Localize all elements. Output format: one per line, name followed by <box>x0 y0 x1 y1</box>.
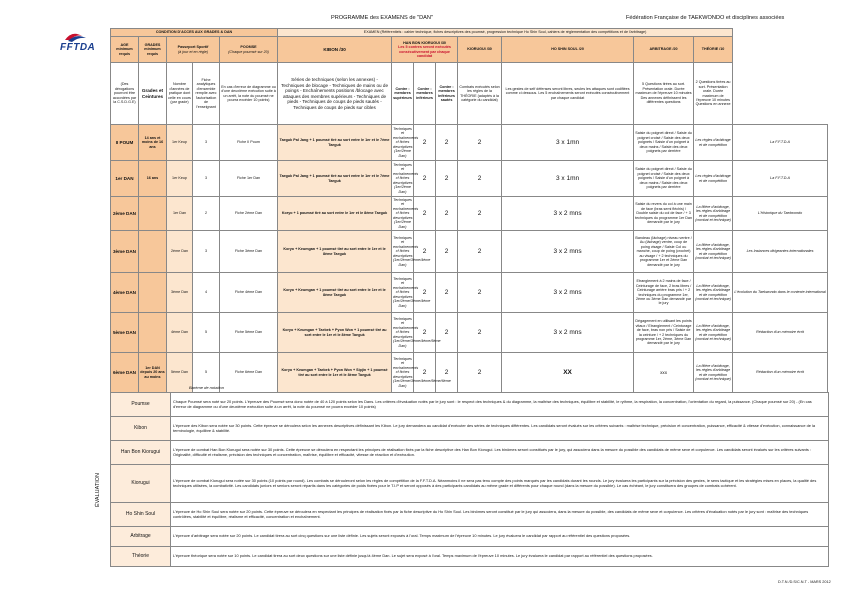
kiorugui-cell: 3 x 2 mns <box>502 231 634 273</box>
eval-row <box>111 417 829 441</box>
eval-key: Kiorugui <box>111 465 171 503</box>
req-cell: 4ème Dan <box>167 313 193 353</box>
criteria-hb1: Contre : membres supérieurs <box>392 63 414 125</box>
hb2-cell: 2 <box>436 231 458 273</box>
grade-label: 3ème DAN <box>111 231 139 273</box>
hb2-cell: 2 <box>436 125 458 161</box>
poomse-cell: Koryo + Keumgan + Taebek + Pyon Won + 1 poumsé tiré au sort entre le 1er et le 8ème Taeguk <box>278 313 392 353</box>
examen-header: EXAMEN (Référentiels : cahier technique, fiches descriptives des poumsé, progression technique Ho Shin Soul, cahiers de réglementation des compétitions et de l'arbitrage) <box>278 29 733 37</box>
hb1-cell: 2 <box>414 231 436 273</box>
poomse-cell: Taeguk Pal Jang + 1 poumsé tiré au sort entre le 1er et le 7ème Taeguk <box>278 125 392 161</box>
req-cell: 5ème Dan <box>167 353 193 393</box>
criteria-hoshin: Les gestes de self défenses seront libres, seules les attaques sont codifiées comme ci dessous. Les 5 enchaînements seront exécutés consécutivement par chaque candidat <box>502 63 634 125</box>
age-cell <box>139 273 167 313</box>
hb3-cell: 2 <box>458 313 502 353</box>
hb2-cell: 2 <box>436 353 458 393</box>
kiorugui-cell: 3 x 2 mns <box>502 273 634 313</box>
theorie-cell: Les Instances dirigeantes internationales <box>733 231 828 273</box>
kiorugui-cell: 3 x 2 mns <box>502 313 634 353</box>
fiche-cell: Fiche 3ème Dan <box>220 231 278 273</box>
hoshin-cell: Saisie du poignet direct / Saisie du poignet croisé / Saisie des deux poignets / Saisie d'un poignet à deux mains / Saisie des deux poignets par derrière <box>634 161 694 197</box>
eval-row <box>111 527 829 547</box>
criteria-kiorugui: Combats exécutés selon les règles de la THÉORIE (adaptés à la catégorie du candidat) <box>458 63 502 125</box>
hb3-cell: 2 <box>458 161 502 197</box>
age-cell: 14 ans et moins de 16 ans <box>139 125 167 161</box>
table-row <box>111 273 828 313</box>
hb1-cell: 2 <box>414 313 436 353</box>
table-row <box>111 125 828 161</box>
kiorugui-header: KIORUGUI /30 <box>458 37 502 63</box>
poomse-cell: Koryo + Keumgan + Taebek + Pyon Won + Sipjin + 1 poumsé tiré au sort entre le 1er et le 8ème Taeguk <box>278 353 392 393</box>
eval-row <box>111 441 829 465</box>
fiche-cell: Fiche 2ème Dan <box>220 197 278 231</box>
req-cell: 3ème Dan <box>167 273 193 313</box>
arbitrage-cell: La filière d'arbitrage, les règles d'arbitrage et de compétition (combat et technique) <box>694 353 733 393</box>
age-cell <box>139 313 167 353</box>
age-cell <box>139 197 167 231</box>
years-cell: 3 <box>193 231 220 273</box>
eval-row <box>111 393 829 417</box>
hanbon-label: HAN BON KIORUGUI /30 <box>403 40 446 45</box>
grade-label: 2ème DAN <box>111 197 139 231</box>
arbitrage-cell: Les règles d'arbitrage et de compétition <box>694 125 733 161</box>
arbitrage-cell: Les règles d'arbitrage et de compétition <box>694 161 733 197</box>
kibon-cell: Techniques et enchaînements cf fiches descriptives (1er/2ème/3ème/4ème Dan) <box>392 231 414 273</box>
eval-text: L'épreuve de Ho Shin Soul sera notée sur 20 points. Cette épreuve se déroulera en respectant les principes de réalisation fixés par la fiche descriptive du Ho Shin Soul. Les binômes seront constitué par le jury qui associera, dans la mesure du possible, des candidats de même sexe et corpulence. Les critères d'évaluation notés par le jury sont : maîtrise des techniques contrôlées, stabilité et équilibre, réalisme et efficacité, concentration et enchaînement. <box>171 503 829 527</box>
hb3-cell: 2 <box>458 231 502 273</box>
years-cell: 3 <box>193 161 220 197</box>
theorie-cell: Rédaction d'un mémoire écrit <box>733 313 828 353</box>
arbitrage-cell: La filière d'arbitrage, les règles d'arbitrage et de compétition (combat et technique) <box>694 231 733 273</box>
theorie-cell: L'évolution du Taekwondo dans le contexte international <box>733 273 828 313</box>
fiche-cell: Fiche 1er Dan <box>220 161 278 197</box>
logo-text: FFTDA <box>60 42 96 53</box>
kibon-header: KIBON /30 <box>278 37 392 63</box>
hanbon-sub: Les 5 contres seront exécutés consécutivement par chaque candidat <box>398 45 451 58</box>
years-cell: 4 <box>193 273 220 313</box>
poomse-sub: (Chaque poumsé sur 20) <box>228 49 269 54</box>
hb3-cell: 2 <box>458 125 502 161</box>
eval-key: Théorie <box>111 547 171 567</box>
theorie-header: THÉORIE /10 <box>694 37 733 63</box>
years-cell: 5 <box>193 313 220 353</box>
criteria-age: (Des dérogations pourront être accordées par la C.S.D.G.E) <box>111 63 139 125</box>
kibon-cell: Techniques et enchaînements cf fiches descriptives (1er/2ème Dan) <box>392 161 414 197</box>
kibon-cell: Techniques et enchaînements cf fiches descriptives (1er/2ème/3ème/4ème/5ème/6ème Dan) <box>392 353 414 393</box>
condition-header: CONDITION D'ACCES AUX GRADES & DAN <box>111 29 278 37</box>
poomse-cell: Koryo + Keumgan + 1 poumsé tiré au sort entre le 1er et le 8ème Taeguk <box>278 273 392 313</box>
years-cell: 3 <box>193 125 220 161</box>
eval-key: Poumse <box>111 393 171 417</box>
grade-label: II POUM <box>111 125 139 161</box>
arbitrage-cell: La filière d'arbitrage, les règles d'arbitrage et de compétition (combat et technique) <box>694 273 733 313</box>
poomse-cell: Taeguk Pal Jang + 1 poumsé tiré au sort entre le 1er et le 7ème Taeguk <box>278 161 392 197</box>
hb1-cell: 2 <box>414 273 436 313</box>
evaluation-side-label <box>86 400 110 580</box>
criteria-fiche: Fiche analytiques d'ensemble remplie avec l'autorisation de l'enseignant <box>193 63 220 125</box>
hb1-cell: 2 <box>414 161 436 197</box>
poomse-cell: Koryo + 1 poumsé tiré au sort entre le 1er et le 8ème Taeguk <box>278 197 392 231</box>
criteria-years: Nombre d'années de pratique dont celle en cours (par grade) <box>167 63 193 125</box>
eval-text: L'épreuve de combat Kiorugui sera notée sur 30 points (10 points par round). Les combats se dérouleront selon les règles de compétition de la F.F.T.D.A. Néanmoins il ne sera pas tenu compte des points marqués par les candidats durant les rounds. Le jury évaluera les participants sur la précision des gestes, le sens tactique et les stratégies mises en places, la qualité des techniques utilisées, la combativité. Les candidats juniors et seniors seront répartis dans les catégories de poids fixées pour le T.I.P et seront opposés à des participants candidats au même grade et différents pour chaque round (dans la mesure du possible). Le cas échéant, le jury constituera des groupes de combats cohérent. <box>171 465 829 503</box>
grade-label: 1er DAN <box>111 161 139 197</box>
page-title: PROGRAMME des EXAMENS de "DAN" <box>331 15 433 21</box>
kibon-cell: Techniques et enchaînements cf fiches descriptives (1er/2ème Dan) <box>392 125 414 161</box>
hoshin-cell: Etranglement à 2 mains de face / Ceinturage de face, 2 bras libres / Ceinturage arrière bras pris / + 2 techniques du programme 1er, 2ème ou 3ème Dan demandé par le jury <box>634 273 694 313</box>
evaluation-label: ÉVALUATION <box>95 472 101 508</box>
hoshin-cell: Saisie du poignet direct / Saisie du poignet croisé / Saisie des deux poignets / Saisie d'un poignet à deux mains / Saisie des deux poignets par derrière <box>634 125 694 161</box>
arbitrage-cell: La filière d'arbitrage, les règles d'arbitrage et de compétition (combat et technique) <box>694 313 733 353</box>
table-row <box>111 161 828 197</box>
table-row <box>111 313 828 353</box>
req-cell: 1er Keup <box>167 125 193 161</box>
federation-name: Fédération Française de TAEKWONDO et disciplines associées <box>626 15 785 21</box>
eval-key: Kibon <box>111 417 171 441</box>
eval-text: L'épreuve de combat Han Bon Kiorugui sera notée sur 30 points. Cette épreuve se déroulera en respectant les principes de réalisation fixés par la fiche descriptive des Han Bon Kiorugui. Les binômes seront constitués par le jury, qui associera dans la mesure du possible des candidats de même sexe et corpulence. Les candidats seront évalués sur les critères suivants : Originalité, difficulté et réalisme, précision des techniques et concentration, maîtrise, équilibre et efficacité, vitesse de réaction et d'exécution. <box>171 441 829 465</box>
age-cell: 16 ans <box>139 161 167 197</box>
kibon-cell: Techniques et enchaînements cf fiches descriptives (1er/2ème Dan) <box>393 197 419 229</box>
kiorugui-cell: 3 x 1mn <box>502 125 634 161</box>
kibon-cell: Techniques et enchaînements cf fiches descriptives (1er/2ème/3ème/4ème/5ème Dan) <box>392 313 414 353</box>
criteria-hb2: Contre : membres inférieurs <box>414 63 436 125</box>
eval-text: Chaque Poumsé sera noté sur 20 points. L'épreuve des Poumsé sera donc notée de 40 à 120 points selon les Dans. Les critères d'évaluation notés par le jury sont : le respect des techniques & du diagramme, la maîtrise des techniques, équilibre et stabilité, le rythme, la respiration, la concentration, l'orientation du regard, la puissance. (Chaque poumsé sur 20) - (En cas d'erreur de diagramme ou d'une deuxième exécution suite à un arrêt, la note du poumsé ne pourra excéder 10 points) <box>171 393 829 417</box>
grade-label: 4ème DAN <box>111 273 139 313</box>
criteria-arbitrage: 5 Questions tirées au sort. Présentation orale. Durée maximum de l'épreuve 10 minutes Des annexes définissent les différentes questions <box>634 63 694 125</box>
grade-label: 6ème DAN <box>111 353 139 393</box>
poomse-header <box>220 37 278 63</box>
theorie-cell: L'Historique du Taekwondo <box>733 197 828 231</box>
hanbon-header <box>392 37 458 63</box>
footer-ref: D.T.N /D.S/C.N.T - MARS 2012 <box>778 580 831 584</box>
arbitrage-cell: La filière d'arbitrage, les règles d'arbitrage et de compétition (combat et technique) <box>694 197 733 231</box>
years-cell: 5 <box>193 353 220 393</box>
hoshin-cell: Saisie du revers du col à une main de face (bras semi fléchis) / Double saisie du col de face / + 3 techniques du programme 1er Dan demandé par le jury <box>634 197 694 231</box>
age-cell <box>139 231 167 273</box>
eval-key: Ho Shin Soul <box>111 503 171 527</box>
table-row <box>111 231 828 273</box>
criteria-hb3: Contre : membres inférieurs sautés <box>436 63 458 125</box>
kiorugui-cell: XX <box>502 353 634 393</box>
criteria-theorie: 2 Questions tirées au sort. Présentation orale. Durée maximum de l'épreuve 10 minutes Questions en annexe <box>694 63 733 125</box>
criteria-poomse: En cas d'erreur de diagramme ou d'une deuxième exécution suite à un arrêt, la note du poumsé ne pourra excéder 10 points) <box>220 63 278 125</box>
req-cell: 2ème Dan <box>167 231 193 273</box>
passeport-sub: (à jour et en règle) <box>177 49 209 54</box>
hoshin-cell: Dégagement en utilisant les points vitaux / Etranglement / Ceinturage de face, bras non pris / Saisie de la ceinture / + 2 techniques du programme 1er, 2ème, 3ème Dan demandé par le jury <box>634 313 694 353</box>
theorie-cell: La F.F.T.D.A <box>733 125 828 161</box>
hb2-cell: 2 <box>436 313 458 353</box>
hb3-cell: 2 <box>458 353 502 393</box>
table-row <box>111 197 828 231</box>
hb2-cell: 2 <box>436 197 458 231</box>
eval-key: Arbitrage <box>111 527 171 547</box>
grades-header: GRADES minimum requis <box>139 37 167 63</box>
hb1-cell: 2 <box>414 197 436 231</box>
hb1-cell: 2 <box>414 125 436 161</box>
hoshin-cell: Bandeau (lâchage) niveau ventre / Au (lâchage) ventre, coup de poing visage / Saisie Col ou manche, coup de poing (crochet) au visage / + 2 techniques du programme 1er et 2ème Dan demandé par le jury <box>634 231 694 273</box>
fiche-cell: Fiche 6ème Dan <box>220 353 278 393</box>
req-cell: 1er Keup <box>167 161 193 197</box>
fiche-cell: Fiche II Poum <box>220 125 278 161</box>
theorie-cell: Rédaction d'un mémoire écrit <box>733 353 828 393</box>
kiorugui-cell: 3 x 1mn <box>502 161 634 197</box>
hb3-cell: 2 <box>458 197 502 231</box>
age-cell: 1er DAN depuis 20 ans au moins <box>139 353 167 393</box>
criteria-kibon: Séries de techniques (selon les annexes) - Techniques de blocage - Techniques de mains ou de poings - Enchaînements positions /blocage avec attaques des membres supérieurs - Techniques de pieds - Techniques de coups de pieds sautés - Techniques de coups de pieds sur cibles <box>278 63 392 125</box>
criteria-grade-label: Grades et Ceintures <box>139 63 167 125</box>
years-cell: 2 <box>193 197 220 231</box>
hb1-cell: 2 <box>414 353 436 393</box>
eval-row <box>111 503 829 527</box>
hoshin-header: HO SHIN SOUL /20 <box>502 37 634 63</box>
age-header: AGE minimum requis <box>111 37 139 63</box>
poomse-label: POOMSE <box>240 45 257 50</box>
bareme-label: Barème de notation <box>189 385 224 390</box>
kiorugui-cell: 3 x 2 mns <box>502 197 634 231</box>
hb3-cell: 2 <box>458 273 502 313</box>
kibon-cell: Techniques et enchaînements cf fiches descriptives (1er/2ème/3ème/4ème Dan) <box>392 273 414 313</box>
arbitrage-header: ARBITRAGE /20 <box>634 37 694 63</box>
evaluation-table <box>110 392 829 567</box>
eval-text: L'épreuve des Kibon sera notée sur 30 points. Cette épreuve se déroulera selon les annexes descriptives définissant les Kibon. Le jury demandera au candidat d'exécuter des séries de techniques différentes. Les candidats seront évalués sur les critères suivants : maîtrise technique, précision et concentration, puissance, efficacité & vitesse d'exécution, connaissance de la terminologie, équilibre & stabilité. <box>171 417 829 441</box>
eval-key: Han Bon Kiorugui <box>111 441 171 465</box>
eval-text: L'épreuve théorique sera notée sur 10 points. Le candidat tirera au sort deux questions sur une liste définie jusqu'à 4ème Dan. Le sujet sera exposé à l'oral. Temps maximum de l'épreuve 10 minutes. Le jury évaluera le candidat par rapport au référentiel des questions proposées. <box>171 547 829 567</box>
fiche-cell: Fiche 5ème Dan <box>220 313 278 353</box>
eval-text: L'épreuve d'arbitrage sera notée sur 20 points. Le candidat tirera au sort cinq questions sur une liste définie. Les sujets seront exposés à l'oral. Temps maximum de l'épreuve 10 minutes. Le jury évaluera le candidat par rapport au référentiel des questions proposées. <box>171 527 829 547</box>
grade-label: 5ème DAN <box>111 313 139 353</box>
hb2-cell: 2 <box>436 273 458 313</box>
eval-row <box>111 547 829 567</box>
hoshin-cell: xxx <box>634 353 694 393</box>
theorie-cell: La F.F.T.D.A <box>733 161 828 197</box>
passeport-header <box>167 37 220 63</box>
exam-table <box>110 28 828 393</box>
req-cell: 1er Dan <box>167 197 193 231</box>
poomse-cell: Koryo + Keumgan + 1 poumsé tiré au sort entre le 1er et le 8ème Taeguk <box>278 231 392 273</box>
passeport-label: Passeport Sportif <box>177 45 209 50</box>
hb2-cell: 2 <box>436 161 458 197</box>
fiche-cell: Fiche 4ème Dan <box>220 273 278 313</box>
eval-row <box>111 465 829 503</box>
